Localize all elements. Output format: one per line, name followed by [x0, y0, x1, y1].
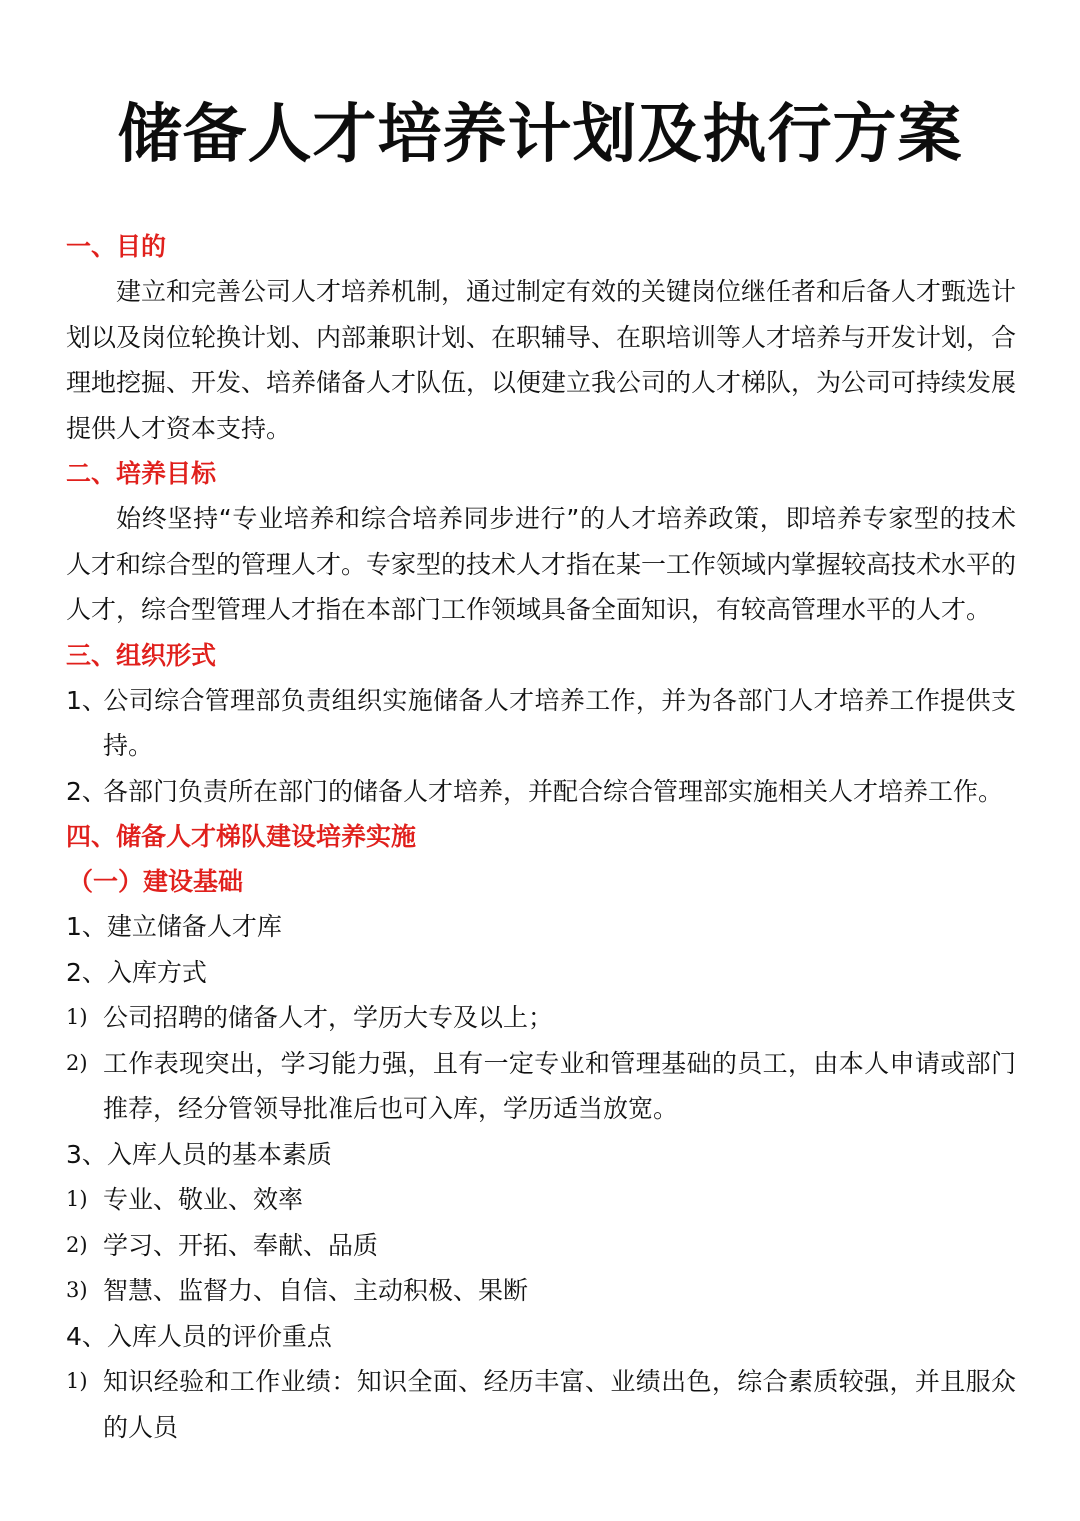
list-item-text: 各部门负责所在部门的储备人才培养，并配合综合管理部实施相关人才培养工作。 — [103, 776, 1004, 806]
list-item — [66, 1223, 1016, 1269]
list-item-text: 专业、敬业、效率 — [103, 1185, 304, 1214]
list-item-marker: 1) — [66, 1369, 88, 1393]
list-item-marker: 1) — [66, 1005, 88, 1029]
list-item-text: 工作表现突出，学习能力强，且有一定专业和管理基础的员工，由本人申请或部门推荐，经分管领导批准后也可入库，学历适当放宽。 — [103, 1048, 1016, 1123]
list-item — [66, 995, 1016, 1041]
numbered-line: 3、入库人员的基本素质 — [66, 1139, 332, 1169]
list-item-text: 智慧、监督力、自信、主动积极、果断 — [103, 1276, 529, 1305]
section-heading-goals: 二、培养目标 — [66, 459, 217, 488]
list-item — [66, 769, 1016, 815]
list-item-number: 2、 — [66, 776, 107, 806]
list-item — [66, 678, 1016, 769]
section-heading-implementation: 四、储备人才梯队建设培养实施 — [66, 822, 417, 851]
document-title: 储备人才培养计划及执行方案 — [117, 98, 963, 172]
list-item-text: 学习、开拓、奉献、品质 — [103, 1230, 379, 1260]
list-item — [66, 1041, 1016, 1132]
numbered-line: 4、入库人员的评价重点 — [66, 1321, 332, 1351]
list-item — [66, 1359, 1016, 1450]
purpose-paragraph: 建立和完善公司人才培养机制，通过制定有效的关键岗位继任者和后备人才甄选计划以及岗位轮换计划、内部兼职计划、在职辅导、在职培训等人才培养与开发计划，合理地挖掘、开发、培养储备人才队伍，以便建立我公司的人才梯队，为公司可持续发展提供人才资本支持。 — [66, 277, 1017, 443]
numbered-line: 1、建立储备人才库 — [66, 912, 282, 941]
list-item — [66, 1177, 1016, 1223]
numbered-line: 2、入库方式 — [66, 957, 207, 987]
list-item-number: 1、 — [66, 685, 107, 715]
list-item-marker: 2) — [66, 1050, 88, 1075]
section-heading-purpose: 一、目的 — [66, 232, 167, 261]
section-heading-organization: 三、组织形式 — [66, 640, 217, 670]
list-item — [66, 1268, 1016, 1314]
list-item-marker: 1) — [66, 1187, 88, 1211]
list-item-marker: 3) — [66, 1278, 88, 1302]
list-item-text: 知识经验和工作业绩：知识全面、经历丰富、业绩出色，综合素质较强，并且服众的人员 — [103, 1367, 1016, 1442]
list-item-marker: 2) — [66, 1232, 88, 1257]
document-body — [66, 224, 1016, 1450]
list-item-text: 公司招聘的储备人才，学历大专及以上； — [103, 1003, 554, 1032]
subsection-heading-foundation: （一）建设基础 — [68, 867, 244, 896]
list-item-text: 公司综合管理部负责组织实施储备人才培养工作，并为各部门人才培养工作提供支持。 — [103, 685, 1016, 760]
goals-paragraph: 始终坚持“专业培养和综合培养同步进行”的人才培养政策，即培养专家型的技术人才和综合型的管理人才。专家型的技术人才指在某一工作领域内掌握较高技术水平的人才，综合型管理人才指在本部门工作领域具备全面知识，有较高管理水平的人才。 — [66, 504, 1017, 624]
